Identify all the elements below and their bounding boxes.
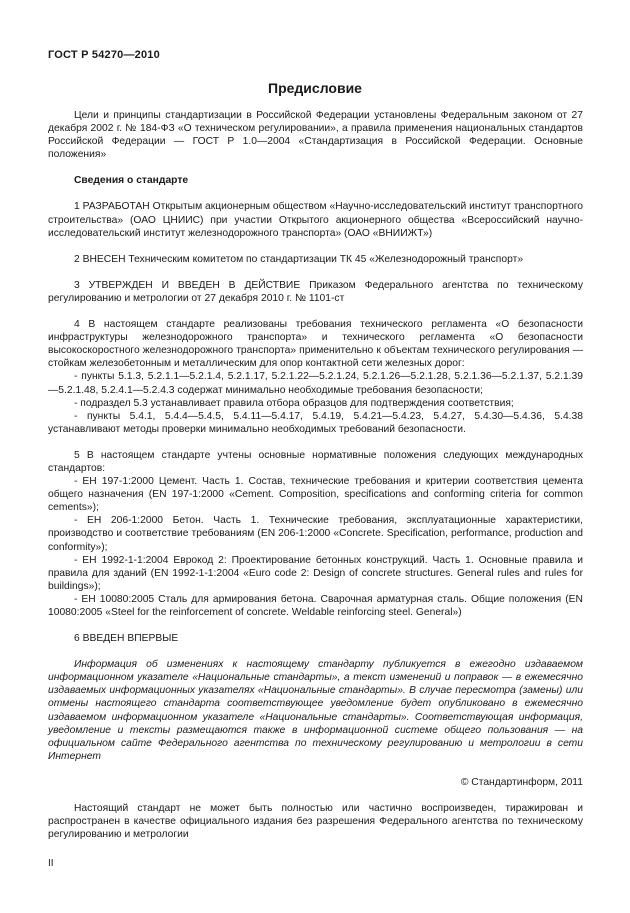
page-title: Предисловие <box>268 80 362 96</box>
item-4-bullet: - пункты 5.1.3, 5.2.1.1—5.2.1.4, 5.2.1.17, 5.2.1.22—5.2.1.24, 5.2.1.26—5.2.1.28, 5.2.1.36—5.2.1.37, 5.2.1.39—5.2.1.48, 5.2.4.1—5.2.4.3 содержат минимально необходимые требования безопасности; <box>48 371 583 396</box>
item-5-bullet: - ЕН 206-1:2000 Бетон. Часть 1. Технические требования, эксплуатационные характеристики, производство и соответствие требованиям (EN 206-1:2000 «Concrete. Specification, performance, production and conformity»); <box>48 515 583 553</box>
notice-paragraph: Информация об изменениях к настоящему стандарту публикуется в ежегодно издаваемом информационном указателе «Национальные стандарты», а текст изменений и поправок — в ежемесячно издаваемых информационных указателях «Национальные стандарты». В случае пересмотра (замены) или отмены настоящего стандарта соответствующее уведомление будет опубликовано в ежемесячно издаваемом информационном указателе «Национальные стандарты». Соответствующая информация, уведомление и тексты размещаются также в информационной системе общего пользования — на официальном сайте Федерального агентства по техническому регулированию и метрологии в сети Интернет <box>48 659 583 762</box>
document-header: ГОСТ Р 54270—2010 <box>48 49 160 61</box>
intro-paragraph: Цели и принципы стандартизации в Российской Федерации установлены Федеральным законом от 27 декабря 2002 г. № 184-ФЗ «О техническом регулировании», а правила применения национальных стандартов Российской Федерации — ГОСТ Р 1.0—2004 «Стандартизация в Российской Федерации. Основные положения» <box>48 110 583 161</box>
copyright: © Стандартинформ, 2011 <box>460 776 583 788</box>
item-4-bullet: - подраздел 5.3 устанавливает правила отбора образцов для подтверждения соответствия; <box>74 397 514 409</box>
document-body <box>48 109 583 841</box>
item-1: 1 РАЗРАБОТАН Открытым акционерным обществом «Научно-исследовательский институт транспортного строительства» (ОАО ЦНИИС) при участии Открытого акционерного общества «Всероссийский научно-исследовательский институт железнодорожного транспорта» (ОАО «ВНИИЖТ») <box>48 201 583 239</box>
item-3: 3 УТВЕРЖДЕН И ВВЕДЕН В ДЕЙСТВИЕ Приказом Федерального агентства по техническому регулированию и метрологии от 27 декабря 2010 г. № 1101-ст <box>48 279 583 304</box>
item-5-bullet: - ЕН 197-1:2000 Цемент. Часть 1. Состав, технические требования и критерии соответствия цемента общего назначения (EN 197-1:2000 «Cement. Composition, specifications and conforming criteria for common cements»); <box>48 476 583 514</box>
item-2: 2 ВНЕСЕН Техническим комитетом по стандартизации ТК 45 «Железнодорожный транспорт» <box>74 253 524 265</box>
item-6: 6 ВВЕДЕН ВПЕРВЫЕ <box>74 633 179 645</box>
item-4-bullet: - пункты 5.4.1, 5.4.4—5.4.5, 5.4.11—5.4.17, 5.4.19, 5.4.21—5.4.23, 5.4.27, 5.4.30—5.4.36, 5.4.38 устанавливают методы проверки минимально необходимых требований безопасности. <box>48 410 583 435</box>
page-number: II <box>48 858 54 869</box>
section-heading: Сведения о стандарте <box>74 175 189 187</box>
reproduction-notice: Настоящий стандарт не может быть полностью или частично воспроизведен, тиражирован и распространен в качестве официального издания без разрешения Федерального агентства по техническому регулированию и метрологии <box>48 803 583 841</box>
item-5: 5 В настоящем стандарте учтены основные нормативные положения следующих международных стандартов: <box>48 449 583 474</box>
item-5-bullet: - ЕН 1992-1-1:2004 Еврокод 2: Проектирование бетонных конструкций. Часть 1. Основные правила и правила для зданий (EN 1992-1-1:2004 «Euro code 2: Design of concrete structures. General rules and rules for buildings»); <box>48 554 583 592</box>
item-5-bullet: - ЕН 10080:2005 Сталь для армирования бетона. Сварочная арматурная сталь. Общие положения (EN 10080:2005 «Steel for the reinforcement of concrete. Weldable reinforcing steel. General») <box>48 593 583 618</box>
item-4: 4 В настоящем стандарте реализованы требования технического регламента «О безопасности инфраструктуры железнодорожного транспорта» и технического регламента «О безопасности высокоскоростного железнодорожного транспорта» применительно к объектам технического регулирования — стойкам железобетонным и металлическим для опор контактной сети железных дорог: <box>48 319 583 370</box>
